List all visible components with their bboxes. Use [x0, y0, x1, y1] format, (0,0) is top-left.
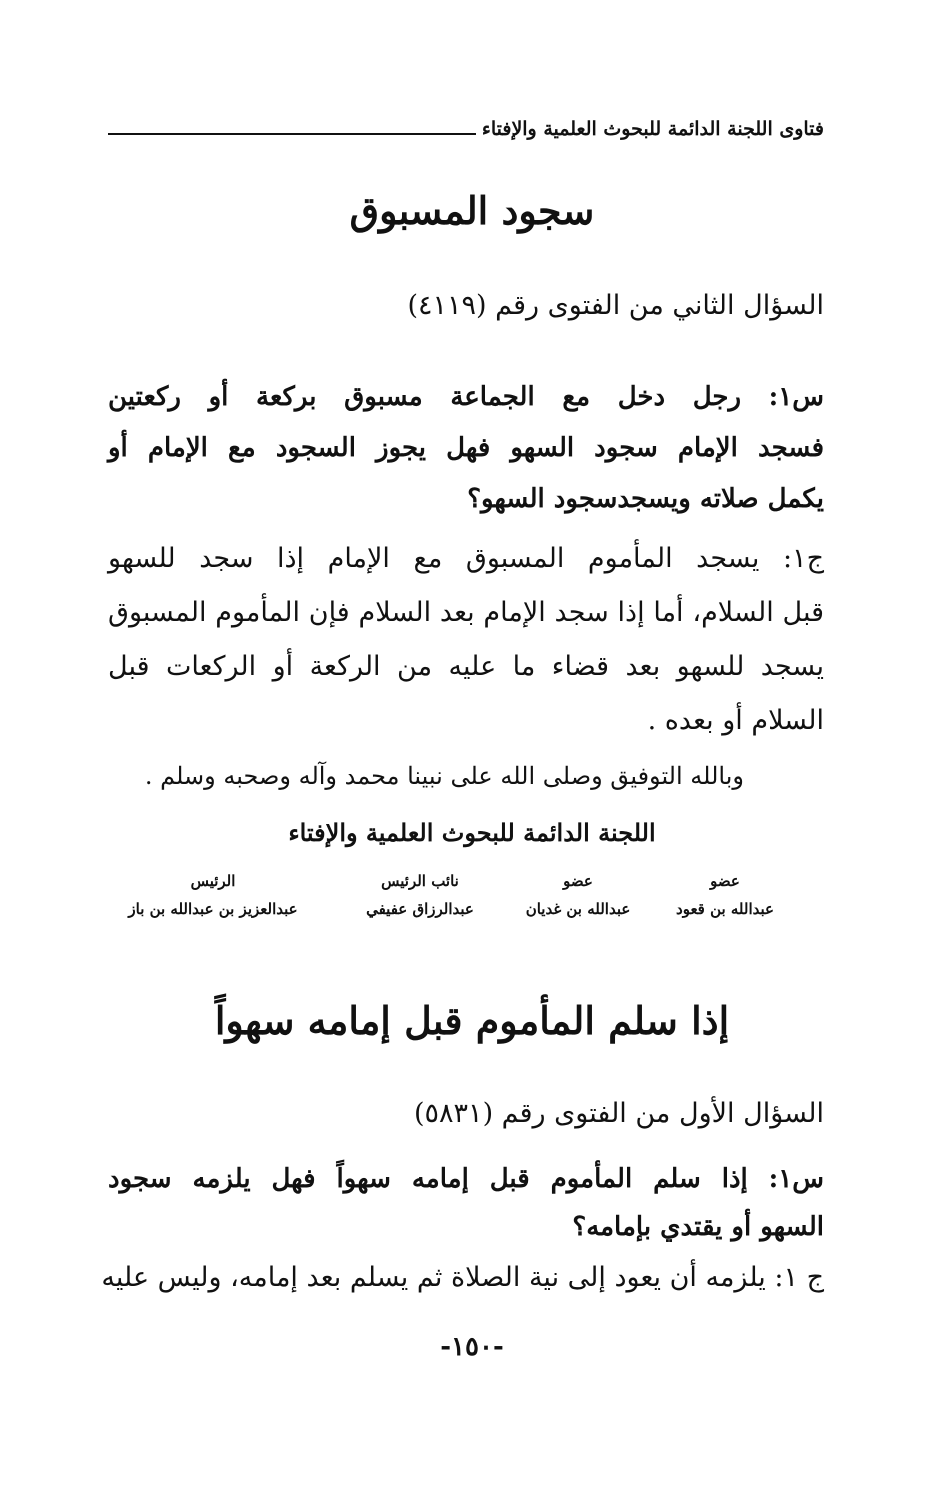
question-line: س١: إذا سلم المأموم قبل إمامه سهواً فهل يلزمه سجود	[108, 1164, 824, 1194]
running-head-rule	[108, 133, 476, 135]
signatory	[118, 872, 308, 918]
question-line: يكمل صلاته ويسجدسجود السهو؟	[467, 484, 824, 514]
answer-line: ج ١: يلزمه أن يعود إلى نية الصلاة ثم يسلم بعد إمامه، وليس عليه	[101, 1262, 824, 1293]
signatory-role: عضو	[710, 872, 740, 890]
signatory-role: عضو	[563, 872, 593, 890]
signatory-name: عبدالله بن غديان	[525, 900, 631, 918]
question-line: فسجد الإمام سجود السهو فهل يجوز السجود مع الإمام أو	[108, 433, 824, 463]
closing-line: وبالله التوفيق وصلى الله على نبينا محمد وآله وصحبه وسلم .	[144, 762, 744, 790]
fatwa-reference: السؤال الثاني من الفتوى رقم (٤١١٩)	[407, 290, 824, 321]
signatory-role: الرئيس	[190, 872, 236, 890]
running-head-text: فتاوى اللجنة الدائمة للبحوث العلمية والإفتاء	[481, 118, 824, 140]
answer-line: قبل السلام، أما إذا سجد الإمام بعد السلام فإن المأموم المسبوق	[108, 597, 824, 628]
answer-line: السلام أو بعده .	[647, 705, 824, 736]
signatory-name: عبدالله بن قعود	[676, 900, 774, 918]
fatwa-reference: السؤال الأول من الفتوى رقم (٥٨٣١)	[414, 1098, 824, 1129]
signatory	[360, 872, 480, 918]
signatory-name: عبدالعزيز بن عبدالله بن باز	[128, 900, 298, 918]
answer-line: ج١: يسجد المأموم المسبوق مع الإمام إذا سجد للسهو	[108, 543, 824, 574]
question-line: س١: رجل دخل مع الجماعة مسبوق بركعة أو ركعتين	[108, 382, 824, 412]
question-line: السهو أو يقتدي بإمامه؟	[572, 1212, 824, 1242]
signatory	[670, 872, 780, 918]
committee-name: اللجنة الدائمة للبحوث العلمية والإفتاء	[288, 818, 656, 847]
running-head	[108, 118, 824, 140]
signatory	[518, 872, 638, 918]
section-title: إذا سلم المأموم قبل إمامه سهواً	[214, 998, 730, 1043]
signatory-name: عبدالرزاق عفيفي	[366, 900, 474, 918]
section-title: سجود المسبوق	[349, 188, 595, 233]
signatory-role: نائب الرئيس	[381, 872, 459, 890]
page-number: -١٥٠-	[440, 1332, 504, 1362]
answer-line: يسجد للسهو بعد قضاء ما عليه من الركعة أو الركعات قبل	[108, 651, 824, 682]
